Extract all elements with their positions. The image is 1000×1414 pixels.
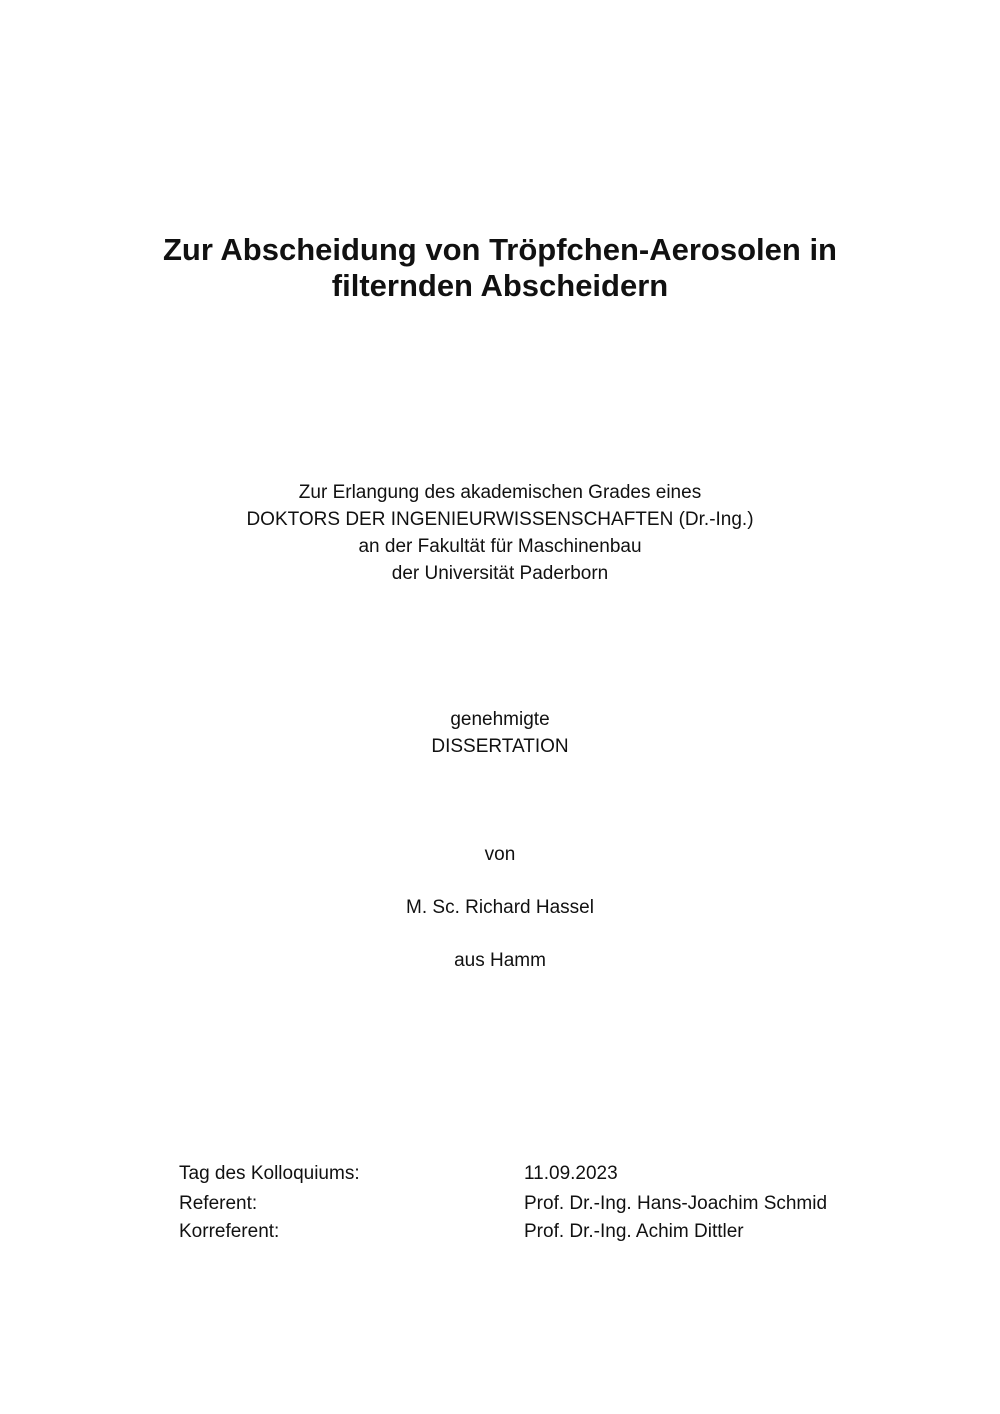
- committee-value: Prof. Dr.-Ing. Hans-Joachim Schmid: [524, 1193, 828, 1214]
- von-text: von: [484, 844, 516, 865]
- document-type: [0, 706, 1000, 760]
- committee-label: Korreferent:: [179, 1221, 280, 1242]
- committee-value: Prof. Dr.-Ing. Achim Dittler: [524, 1221, 744, 1242]
- degree-purpose: [0, 479, 1000, 587]
- title-line-1: Zur Abscheidung von Tröpfchen-Aerosolen in: [163, 232, 837, 267]
- title-line-2: filternden Abscheidern: [331, 268, 669, 303]
- committee-label: Referent:: [179, 1193, 258, 1214]
- purpose-line-2: DOKTORS DER INGENIEURWISSENSCHAFTEN (Dr.-Ing.): [246, 509, 754, 530]
- dissertation-title: [0, 232, 1000, 304]
- committee-value: 11.09.2023: [524, 1163, 618, 1184]
- document-type-label: DISSERTATION: [431, 736, 569, 757]
- author-name: M. Sc. Richard Hassel: [406, 897, 594, 918]
- purpose-line-3: an der Fakultät für Maschinenbau: [358, 536, 642, 557]
- purpose-line-1: Zur Erlangung des akademischen Grades eines: [298, 482, 702, 503]
- committee-label: Tag des Kolloquiums:: [179, 1163, 360, 1184]
- purpose-line-4: der Universität Paderborn: [391, 563, 609, 584]
- author-origin: aus Hamm: [454, 950, 546, 971]
- approval-text: genehmigte: [450, 709, 550, 730]
